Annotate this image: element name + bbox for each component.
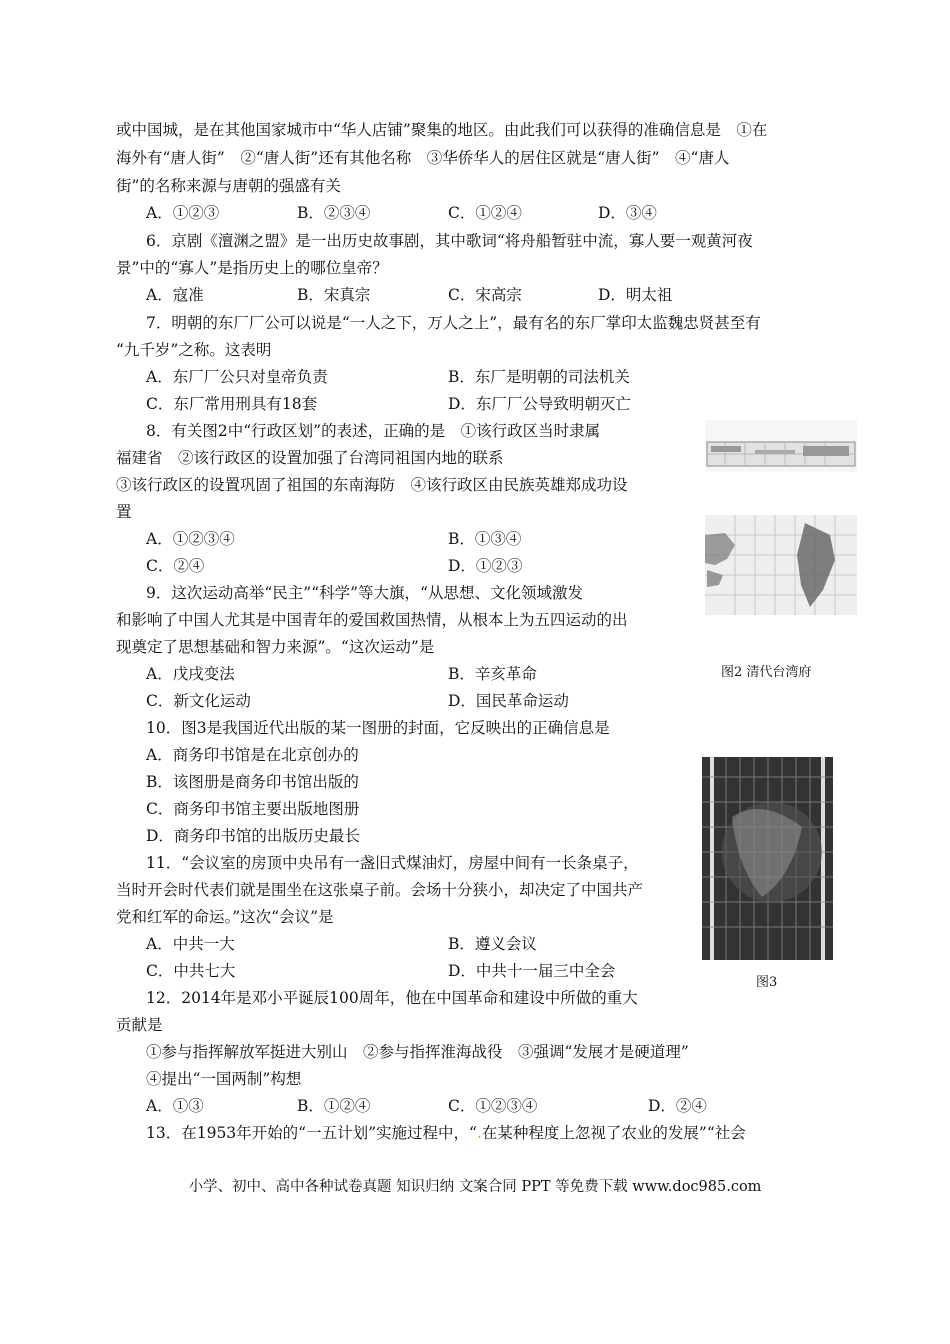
- question-7: 7．明朝的东厂厂公可以说是“一人之下，万人之上”，最有名的东厂掌印太监魏忠贤甚至有: [146, 314, 761, 332]
- page-footer: 小学、初中、高中各种试卷真题 知识归纳 文案合同 PPT 等免费下载 www.doc985.com: [188, 1179, 762, 1195]
- option-d: D．东厂厂公导致明朝灭亡: [448, 395, 631, 413]
- question-13-part: 13．在1953年开始的“一五计划”实施过程中，“: [146, 1124, 477, 1142]
- option-d: D．①②③: [448, 557, 523, 575]
- figure-2-caption: 图2 清代台湾府: [721, 665, 812, 680]
- option-b: B．东厂是明朝的司法机关: [448, 368, 630, 386]
- option-c: C．宋高宗: [448, 286, 522, 304]
- question-text-line: 当时开会时代表们就是围坐在这张桌子前。会场十分狭小，却决定了中国共产: [116, 881, 644, 899]
- option-c: C．①②④: [448, 204, 522, 222]
- question-text-line: ③该行政区的设置巩固了祖国的东南海防 ④该行政区由民族英雄郑成功设: [116, 476, 628, 494]
- question-text-line: 置: [116, 503, 132, 521]
- figure-3-book-cover: [702, 757, 833, 960]
- question-6: 6．京剧《澶渊之盟》是一出历史故事剧，其中歌词“将舟船暂驻中流，寡人要一观黄河夜: [146, 232, 753, 250]
- map-strip-graphic: [705, 420, 857, 472]
- question-text-line: “九千岁”之称。这表明: [116, 341, 272, 359]
- question-text-line: 街”的名称来源与唐朝的强盛有关: [116, 177, 341, 195]
- option-c: C．商务印书馆主要出版地图册: [146, 800, 360, 818]
- question-8: 8．有关图2中“行政区划”的表述，正确的是 ①该行政区当时隶属: [146, 422, 601, 440]
- question-text-line: 和影响了中国人尤其是中国青年的爱国救国热情，从根本上为五四运动的出: [116, 611, 628, 629]
- question-text-line: 现奠定了思想基础和智力来源”。“这次运动”是: [116, 638, 435, 656]
- figure-2-map: [705, 515, 857, 615]
- question-text-line: 或中国城，是在其他国家城市中“华人店铺”聚集的地区。由此我们可以获得的准确信息是 ①在: [116, 121, 768, 139]
- option-c: C．新文化运动: [146, 692, 251, 710]
- option-d: D．中共十一届三中全会: [448, 962, 616, 980]
- question-10: 10．图3是我国近代出版的某一图册的封面，它反映出的正确信息是: [146, 719, 610, 737]
- option-c: C．中共七大: [146, 962, 236, 980]
- question-13-part: 在某种程度上忽视了农业的发展”“社会: [481, 1124, 746, 1142]
- question-11: 11．“会议室的房顶中央吊有一盏旧式煤油灯，房屋中间有一长条桌子，: [146, 854, 639, 872]
- option-b: B．宋真宗: [297, 286, 371, 304]
- question-text-line: 党和红军的命运。”这次“会议”是: [116, 908, 334, 926]
- option-a: A．中共一大: [146, 935, 235, 953]
- question-12: 12．2014年是邓小平诞辰100周年，他在中国革命和建设中所做的重大: [146, 989, 638, 1007]
- option-d: D．②④: [648, 1097, 707, 1115]
- option-c: C．②④: [146, 557, 205, 575]
- option-a: A．东厂厂公只对皇帝负责: [146, 368, 328, 386]
- book-cover-graphic: [702, 757, 833, 960]
- taiwan-map-graphic: [705, 515, 857, 615]
- option-b: B．该图册是商务印书馆出版的: [146, 773, 359, 791]
- option-d: D．明太祖: [598, 286, 673, 304]
- option-a: A．①③: [146, 1097, 204, 1115]
- question-13: [146, 1123, 746, 1143]
- marker-dot: .: [476, 1124, 482, 1142]
- option-b: B．①③④: [448, 530, 522, 548]
- question-9: 9．这次运动高举“民主”“科学”等大旗，“从思想、文化领域激发: [146, 584, 583, 602]
- question-text-line: 贡献是: [116, 1016, 163, 1034]
- option-a: A．①②③: [146, 204, 220, 222]
- option-a: A．商务印书馆是在北京创办的: [146, 746, 359, 764]
- option-d: D．国民革命运动: [448, 692, 569, 710]
- option-c: C．东厂常用刑具有18套: [146, 395, 318, 413]
- option-b: B．②③④: [297, 204, 371, 222]
- option-a: A．戊戌变法: [146, 665, 235, 683]
- option-a: A．寇准: [146, 286, 204, 304]
- option-d: D．③④: [598, 204, 657, 222]
- option-b: B．辛亥革命: [448, 665, 537, 683]
- figure-2-map-strip: [705, 420, 857, 472]
- option-c: C．①②③④: [448, 1097, 538, 1115]
- option-b: B．①②④: [297, 1097, 371, 1115]
- option-b: B．遵义会议: [448, 935, 537, 953]
- question-text-line: ①参与指挥解放军挺进大别山 ②参与指挥淮海战役 ③强调“发展才是硬道理”: [146, 1043, 689, 1061]
- question-text-line: 海外有“唐人街” ②“唐人街”还有其他名称 ③华侨华人的居住区就是“唐人街” ④“唐人: [116, 149, 730, 167]
- question-text-line: 景”中的“寡人”是指历史上的哪位皇帝？: [116, 259, 388, 277]
- figure-3-caption: 图3: [756, 975, 778, 990]
- option-a: A．①②③④: [146, 530, 235, 548]
- question-text-line: 福建省 ②该行政区的设置加强了台湾同祖国内地的联系: [116, 449, 504, 467]
- question-text-line: ④提出“一国两制”构想: [146, 1070, 302, 1088]
- option-d: D．商务印书馆的出版历史最长: [146, 827, 360, 845]
